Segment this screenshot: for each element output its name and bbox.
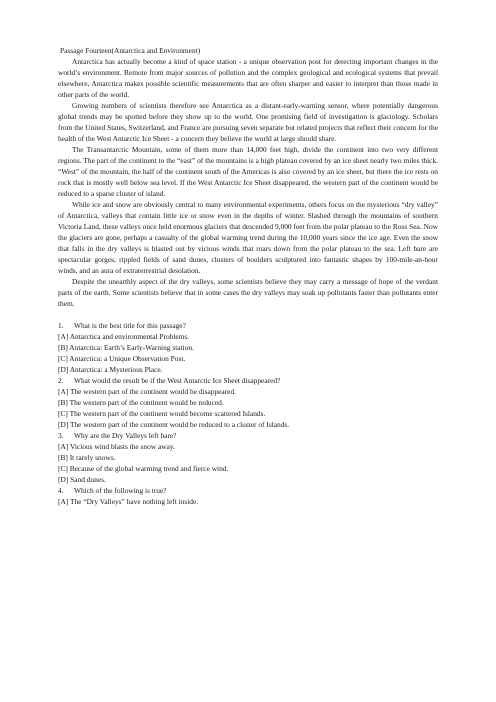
question-number: 1. <box>58 321 64 330</box>
question-4 <box>58 485 438 507</box>
question-1 <box>58 320 438 375</box>
answer-option: [B] It rarely snows. <box>58 453 116 462</box>
paragraph-2: Growing numbers of scientists therefore see Antarctica as a distant-early-warning sensor, where potentially dangerous global trends may be spotted before they show up to the world. One promising field of investigation is glaciology. Scholars from the United States, Switzerland, and France are pursuing seven separate but related projects that reflect their concern for the health of the West Antarctic Ice Sheet - a concern they believe the world at large should share. <box>58 101 438 143</box>
question-text: Which of the following is true? <box>74 486 167 495</box>
answer-option: [D] Antarctica: a Mysterious Place. <box>58 365 163 374</box>
answer-option: [C] Antarctica: a Unique Observation Post. <box>58 354 186 363</box>
answer-option: [A] Antarctica and environmental Problems. <box>58 332 190 341</box>
answer-option: [B] The western part of the continent would be reduced. <box>58 398 224 407</box>
question-number: 4. <box>58 486 64 495</box>
paragraph-1: Antarctica has actually become a kind of space station - a unique observation post for detecting important changes in the world’s environment. Remote from major sources of pollution and the complex geological and ecological systems that prevail elsewhere, Antarctica makes possible scientific measurements that are often sharper and easier to interpret than those made in other parts of the world. <box>58 57 438 99</box>
question-2 <box>58 375 438 430</box>
answer-option: [B] Antarctica: Earth’s Early-Warning station. <box>58 343 194 352</box>
question-text: Why are the Dry Valleys left bare? <box>74 431 177 440</box>
answer-option: [A] The western part of the continent would be disappeared. <box>58 387 236 396</box>
answer-option: [A] The “Dry Valleys” have nothing left inside. <box>58 497 199 506</box>
paragraph-4: While ice and snow are obviously central to many environmental experiments, others focus on the mysterious “dry valley” of Antarctica, valleys that contain little ice or snow even in the depths of winter. Slashed through the mountains of southern Victoria Land, these valleys once held enormous glaciers that descended 9,000 feet from the polar plateau to the Ross Sea. Now the glaciers are gone, perhaps a casualty of the global warming trend during the 10,000 years since the ice age. Even the snow that falls in the dry valleys is blasted out by vicious winds that roars down from the polar plateau to the sea. Left bare are spectacular gorges, rippled fields of sand dunes, clusters of boulders sculptured into fantastic shapes by 100-mile-an-hour winds, and an aura of extraterrestrial desolation. <box>58 200 438 275</box>
paragraph-5: Despite the unearthly aspect of the dry valleys, some scientists believe they may carry a message of hope of the verdant parts of the earth. Some scientists believe that in some cases the dry valleys may soak up pollutants faster than pollutants enter them. <box>58 277 438 308</box>
question-number: 3. <box>58 431 64 440</box>
question-text: What is the best title for this passage? <box>74 321 186 330</box>
answer-option: [D] Sand dunes. <box>58 475 106 484</box>
answer-option: [A] Vicious wind blasts the snow away. <box>58 442 175 451</box>
question-3 <box>58 430 438 485</box>
answer-option: [C] The western part of the continent would become scattered Islands. <box>58 409 266 418</box>
question-number: 2. <box>58 376 64 385</box>
answer-option: [C] Because of the global warming trend and fierce wind. <box>58 464 229 473</box>
question-list <box>58 320 438 507</box>
answer-option: [D] The western part of the continent would be reduced to a cluster of Islands. <box>58 420 290 429</box>
paragraph-3: The Transantarctic Mountain, some of them more than 14,000 feet high, divide the continent into two very different regions. The part of the continent to the “east” of the mountains is a high plateau covered by an ice sheet nearly two miles thick. “West” of the mountain, the half of the continent south of the Americas is also covered by an ice sheet, but there the ice rests on rock that is mostly well below sea level. If the West Antarctic Ice Sheet disappeared, the western part of the continent would be reduced to a sparse cluster of island. <box>58 145 438 198</box>
question-text: What would the result be if the West Antarctic Ice Sheet disappeared? <box>74 376 281 385</box>
passage-title: Passage Fourteen(Antarctica and Environment) <box>60 46 201 55</box>
